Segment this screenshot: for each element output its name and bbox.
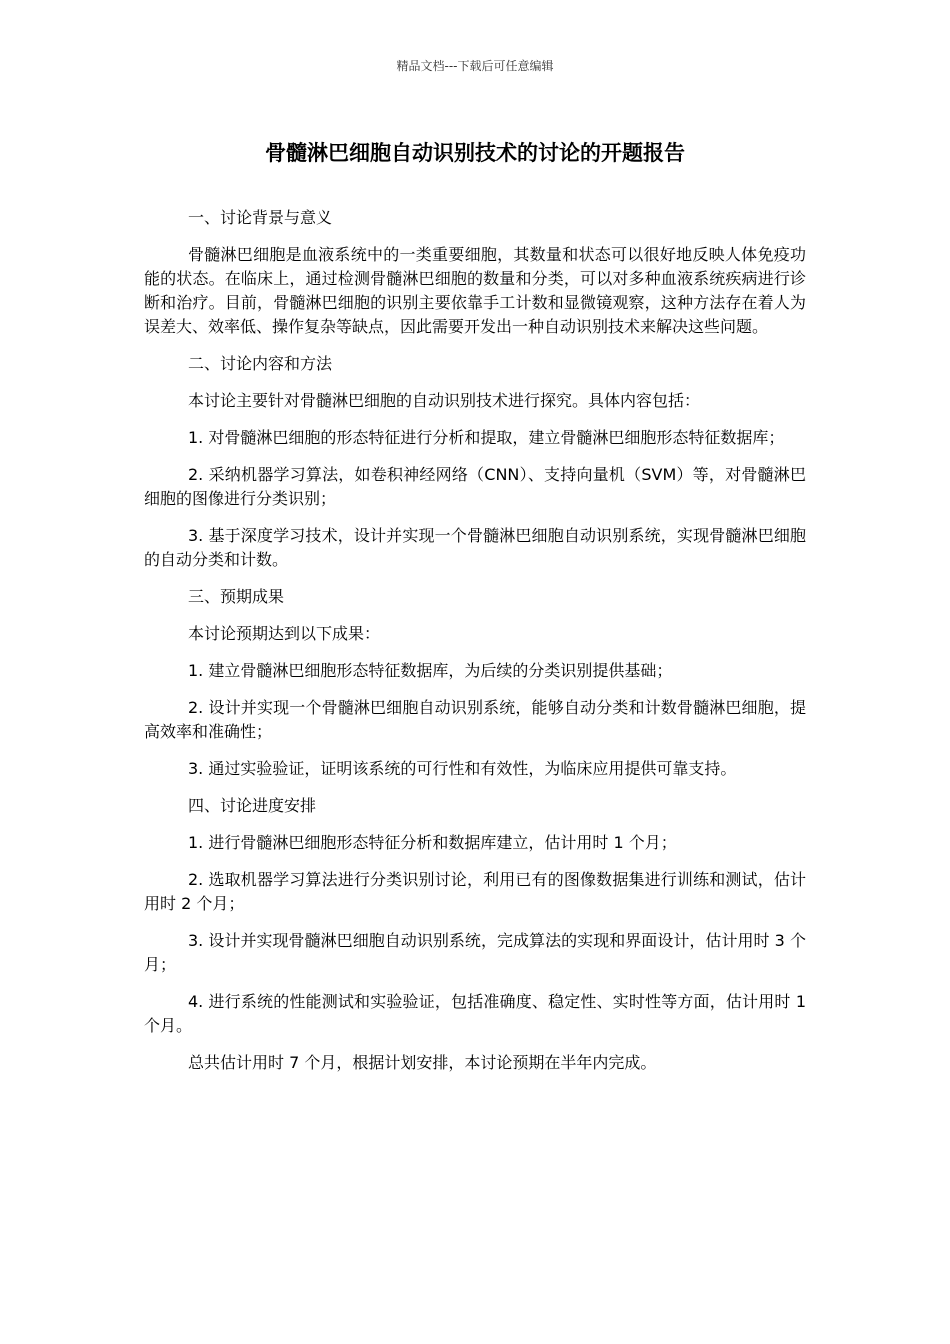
list-item: 4. 进行系统的性能测试和实验验证，包括准确度、稳定性、实时性等方面，估计用时 1 个月。 bbox=[144, 992, 806, 1035]
section-heading-background: 一、讨论背景与意义 bbox=[188, 208, 333, 227]
page-header: 精品文档---下载后可任意编辑 bbox=[396, 59, 554, 73]
list-item: 2. 采纳机器学习算法，如卷积神经网络（CNN）、支持向量机（SVM）等，对骨髓淋巴细胞的图像进行分类识别； bbox=[144, 465, 806, 508]
list-item: 3. 设计并实现骨髓淋巴细胞自动识别系统，完成算法的实现和界面设计，估计用时 3 个月； bbox=[144, 931, 806, 974]
paragraph: 总共估计用时 7 个月，根据计划安排，本讨论预期在半年内完成。 bbox=[188, 1053, 657, 1072]
document-body bbox=[144, 206, 806, 1088]
section-heading-content-methods: 二、讨论内容和方法 bbox=[188, 354, 333, 373]
list-item: 1. 进行骨髓淋巴细胞形态特征分析和数据库建立，估计用时 1 个月； bbox=[188, 833, 677, 852]
paragraph: 骨髓淋巴细胞是血液系统中的一类重要细胞，其数量和状态可以很好地反映人体免疫功能的状态。在临床上，通过检测骨髓淋巴细胞的数量和分类，可以对多种血液系统疾病进行诊断和治疗。目前，骨髓淋巴细胞的识别主要依靠手工计数和显微镜观察，这种方法存在着人为误差大、效率低、操作复杂等缺点，因此需要开发出一种自动识别技术来解决这些问题。 bbox=[144, 245, 806, 336]
list-item: 2. 设计并实现一个骨髓淋巴细胞自动识别系统，能够自动分类和计数骨髓淋巴细胞，提高效率和准确性； bbox=[144, 698, 806, 741]
list-item: 2. 选取机器学习算法进行分类识别讨论，利用已有的图像数据集进行训练和测试，估计用时 2 个月； bbox=[144, 870, 806, 913]
list-item: 1. 建立骨髓淋巴细胞形态特征数据库，为后续的分类识别提供基础； bbox=[188, 661, 673, 680]
list-item: 1. 对骨髓淋巴细胞的形态特征进行分析和提取，建立骨髓淋巴细胞形态特征数据库； bbox=[188, 428, 785, 447]
section-heading-schedule: 四、讨论进度安排 bbox=[188, 796, 317, 815]
paragraph: 本讨论主要针对骨髓淋巴细胞的自动识别技术进行探究。具体内容包括： bbox=[188, 391, 701, 410]
section-heading-expected-results: 三、预期成果 bbox=[188, 587, 285, 606]
paragraph: 本讨论预期达到以下成果： bbox=[188, 624, 381, 643]
document-title: 骨髓淋巴细胞自动识别技术的讨论的开题报告 bbox=[265, 141, 685, 165]
list-item: 3. 基于深度学习技术，设计并实现一个骨髓淋巴细胞自动识别系统，实现骨髓淋巴细胞的自动分类和计数。 bbox=[144, 526, 806, 569]
list-item: 3. 通过实验验证，证明该系统的可行性和有效性，为临床应用提供可靠支持。 bbox=[188, 759, 737, 778]
